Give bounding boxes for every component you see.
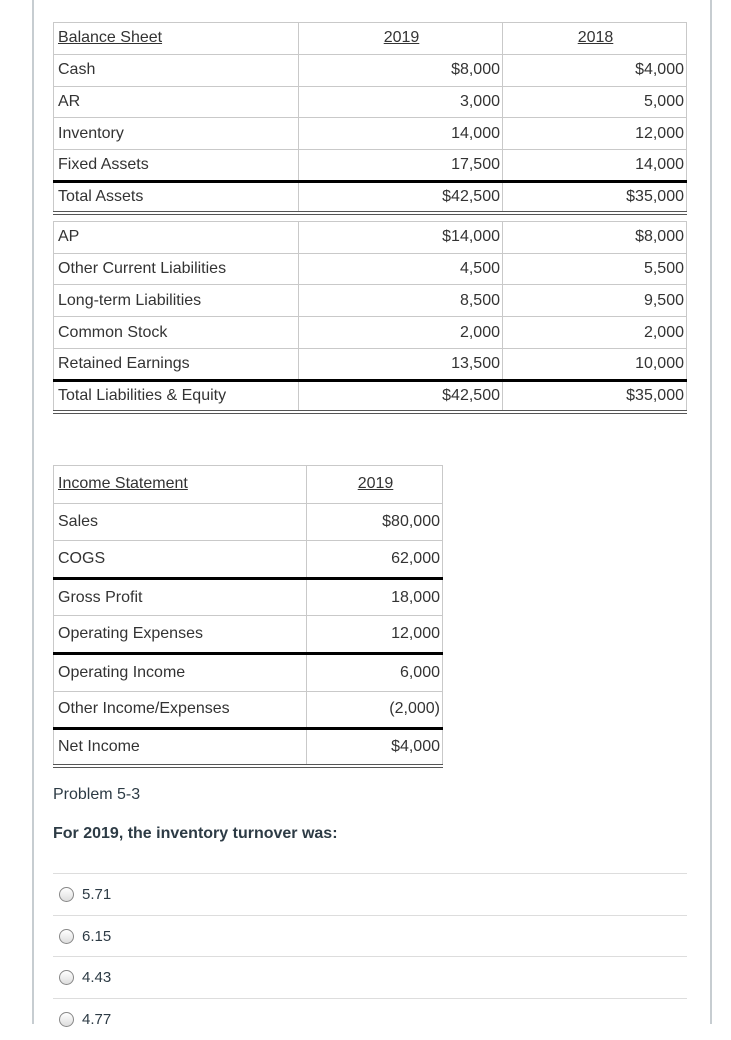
spacer-row [54, 213, 687, 221]
row-label: Cash [54, 54, 299, 86]
value-2019: $80,000 [307, 503, 443, 541]
value-2019: (2,000) [307, 691, 443, 729]
row-label: Operating Income [54, 653, 307, 691]
option-label: 4.77 [82, 1010, 112, 1028]
value-2019: 17,500 [299, 150, 503, 182]
answer-option[interactable] [53, 956, 687, 998]
row-label: Retained Earnings [54, 348, 299, 380]
table-row [54, 150, 687, 182]
value-2019: 13,500 [299, 348, 503, 380]
radio-button[interactable] [59, 970, 74, 985]
row-label: Long-term Liabilities [54, 285, 299, 317]
table-row [54, 653, 443, 691]
row-label: Other Income/Expenses [54, 691, 307, 729]
radio-button[interactable] [59, 887, 74, 902]
value-2019: 2,000 [299, 317, 503, 349]
value-2019: 6,000 [307, 653, 443, 691]
row-label: COGS [54, 541, 307, 579]
value-2018: 5,500 [503, 253, 687, 285]
row-label: Gross Profit [54, 578, 307, 616]
table-row [54, 118, 687, 150]
row-label: Common Stock [54, 317, 299, 349]
problem-label: Problem 5-3 [53, 786, 141, 803]
value-2018: $8,000 [503, 221, 687, 253]
question-text: For 2019, the inventory turnover was: [53, 825, 338, 842]
value-2019: 12,000 [307, 616, 443, 654]
answer-option[interactable] [53, 873, 687, 915]
row-label: Net Income [54, 729, 307, 767]
radio-button[interactable] [59, 929, 74, 944]
row-label: AP [54, 221, 299, 253]
balance-sheet-table [53, 22, 687, 414]
table-row [54, 578, 443, 616]
row-label: AR [54, 86, 299, 118]
value-2018: 9,500 [503, 285, 687, 317]
value-2018: 14,000 [503, 150, 687, 182]
value-2018: 5,000 [503, 86, 687, 118]
option-label: 5.71 [82, 886, 112, 903]
table-row [54, 729, 443, 767]
row-label: Total Liabilities & Equity [54, 380, 299, 412]
row-label: Sales [54, 503, 307, 541]
table-row [54, 616, 443, 654]
table-row [54, 86, 687, 118]
value-2019: 8,500 [299, 285, 503, 317]
row-label: Fixed Assets [54, 150, 299, 182]
value-2019: 4,500 [299, 253, 503, 285]
income-statement-table [53, 465, 443, 768]
table-header: Income Statement 2019 [54, 466, 443, 504]
answer-option[interactable] [53, 998, 687, 1040]
table-row [54, 348, 687, 380]
value-2018: 2,000 [503, 317, 687, 349]
value-2019: 3,000 [299, 86, 503, 118]
row-label: Inventory [54, 118, 299, 150]
table-row [54, 54, 687, 86]
value-2019: 14,000 [299, 118, 503, 150]
table-row [54, 181, 687, 213]
value-2018: 12,000 [503, 118, 687, 150]
radio-button[interactable] [59, 1012, 74, 1027]
value-2019: $8,000 [299, 54, 503, 86]
option-label: 6.15 [82, 927, 112, 945]
value-2018: $35,000 [503, 181, 687, 213]
value-2019: $4,000 [307, 729, 443, 767]
row-label: Total Assets [54, 181, 299, 213]
value-2018: $4,000 [503, 54, 687, 86]
value-2018: 10,000 [503, 348, 687, 380]
row-label: Other Current Liabilities [54, 253, 299, 285]
table-row [54, 285, 687, 317]
value-2018: $35,000 [503, 380, 687, 412]
table-row [54, 221, 687, 253]
row-label: Operating Expenses [54, 616, 307, 654]
value-2019: $14,000 [299, 221, 503, 253]
table-row [54, 253, 687, 285]
table-row [54, 380, 687, 412]
table-row [54, 691, 443, 729]
option-label: 4.43 [82, 969, 112, 986]
answer-option[interactable] [53, 915, 687, 957]
table-row [54, 541, 443, 579]
value-2019: $42,500 [299, 380, 503, 412]
table-row [54, 503, 443, 541]
value-2019: 62,000 [307, 541, 443, 579]
table-row [54, 317, 687, 349]
table-header: Balance Sheet 2019 2018 [54, 23, 687, 55]
value-2019: 18,000 [307, 578, 443, 616]
value-2019: $42,500 [299, 181, 503, 213]
